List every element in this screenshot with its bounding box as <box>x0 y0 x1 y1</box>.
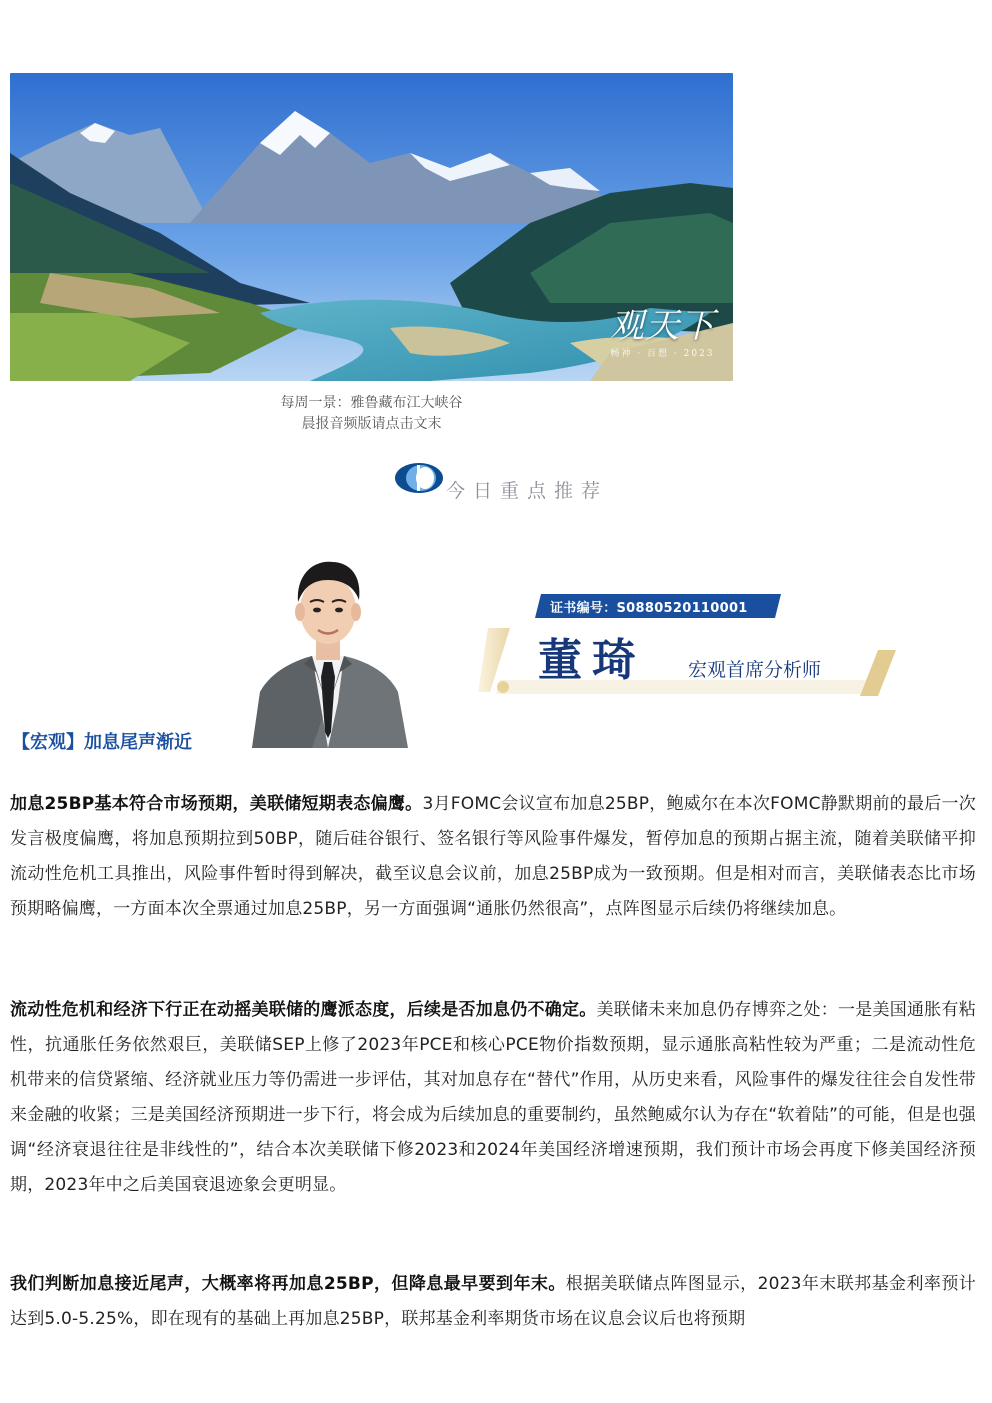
paragraph-1-body: 3月FOMC会议宣布加息25BP，鲍威尔在本次FOMC静默期前的最后一次发言极度偏鹰，将加息预期拉到50BP，随后硅谷银行、签名银行等风险事件爆发，暂停加息的预期占据主流，随着美联储平抑流动性危机工具推出，风险事件暂时得到解决，截至议息会议前，加息25BP成为一致预期。但是相对而言，美联储表态比市场预期略偏鹰，一方面本次全票通过加息25BP，另一方面强调“通胀仍然很高”，点阵图显示后续仍将继续加息。 <box>10 794 976 919</box>
audio-hint: 晨报音频版请点击文末 <box>301 416 442 432</box>
hero-watermark-title: 观天下 <box>610 306 715 346</box>
paragraph-3-lead: 我们判断加息接近尾声，大概率将再加息25BP，但降息最早要到年末。 <box>10 1274 566 1294</box>
paragraph-2 <box>10 993 976 1203</box>
hero-watermark-subtitle: 畅神 · 百想 · 2023 <box>610 349 715 359</box>
analyst-name: 董琦 <box>538 635 646 686</box>
analyst-photo <box>242 552 414 748</box>
analyst-role: 宏观首席分析师 <box>688 659 822 681</box>
hero-watermark <box>610 306 715 359</box>
recommend-header <box>394 462 624 502</box>
namecard-frame <box>470 622 900 700</box>
paragraph-3 <box>10 1267 976 1337</box>
paragraph-2-lead: 流动性危机和经济下行正在动摇美联储的鹰派态度，后续是否加息仍不确定。 <box>10 1000 597 1020</box>
section-title: 【宏观】加息尾声渐近 <box>12 732 192 753</box>
hero-image <box>10 73 733 381</box>
paragraph-1 <box>10 787 976 927</box>
image-caption: 每周一景：雅鲁藏布江大峡谷 <box>280 395 463 411</box>
paragraph-1-lead: 加息25BP基本符合市场预期，美联储短期表态偏鹰。 <box>10 794 423 814</box>
recommend-label: 今日重点推荐 <box>446 480 609 502</box>
paragraph-3-body: 根据美联储点阵图显示，2023年末联邦基金利率预计达到5.0-5.25%，即在现有的基础上再加息25BP，联邦基金利率期货市场在议息会议后也将预期 <box>10 1274 976 1329</box>
cert-number: 证书编号：S0880520110001 <box>550 601 748 616</box>
brand-logo-icon <box>394 462 444 494</box>
paragraph-2-body: 美联储未来加息仍存博弈之处：一是美国通胀有粘性，抗通胀任务依然艰巨，美联储SEP上修了2023年PCE和核心PCE物价指数预期，显示通胀高粘性较为严重；二是流动性危机带来的信贷紧缩、经济就业压力等仍需进一步评估，其对加息存在“替代”作用，从历史来看，风险事件的爆发往往会自发性带来金融的收紧；三是美国经济预期进一步下行，将会成为后续加息的重要制约，虽然鲍威尔认为存在“软着陆”的可能，但是也强调“经济衰退往往是非线性的”，结合本次美联储下修2023和2024年美国经济增速预期，我们预计市场会再度下修美国经济预期，2023年中之后美国衰退迹象会更明显。 <box>10 1000 976 1195</box>
